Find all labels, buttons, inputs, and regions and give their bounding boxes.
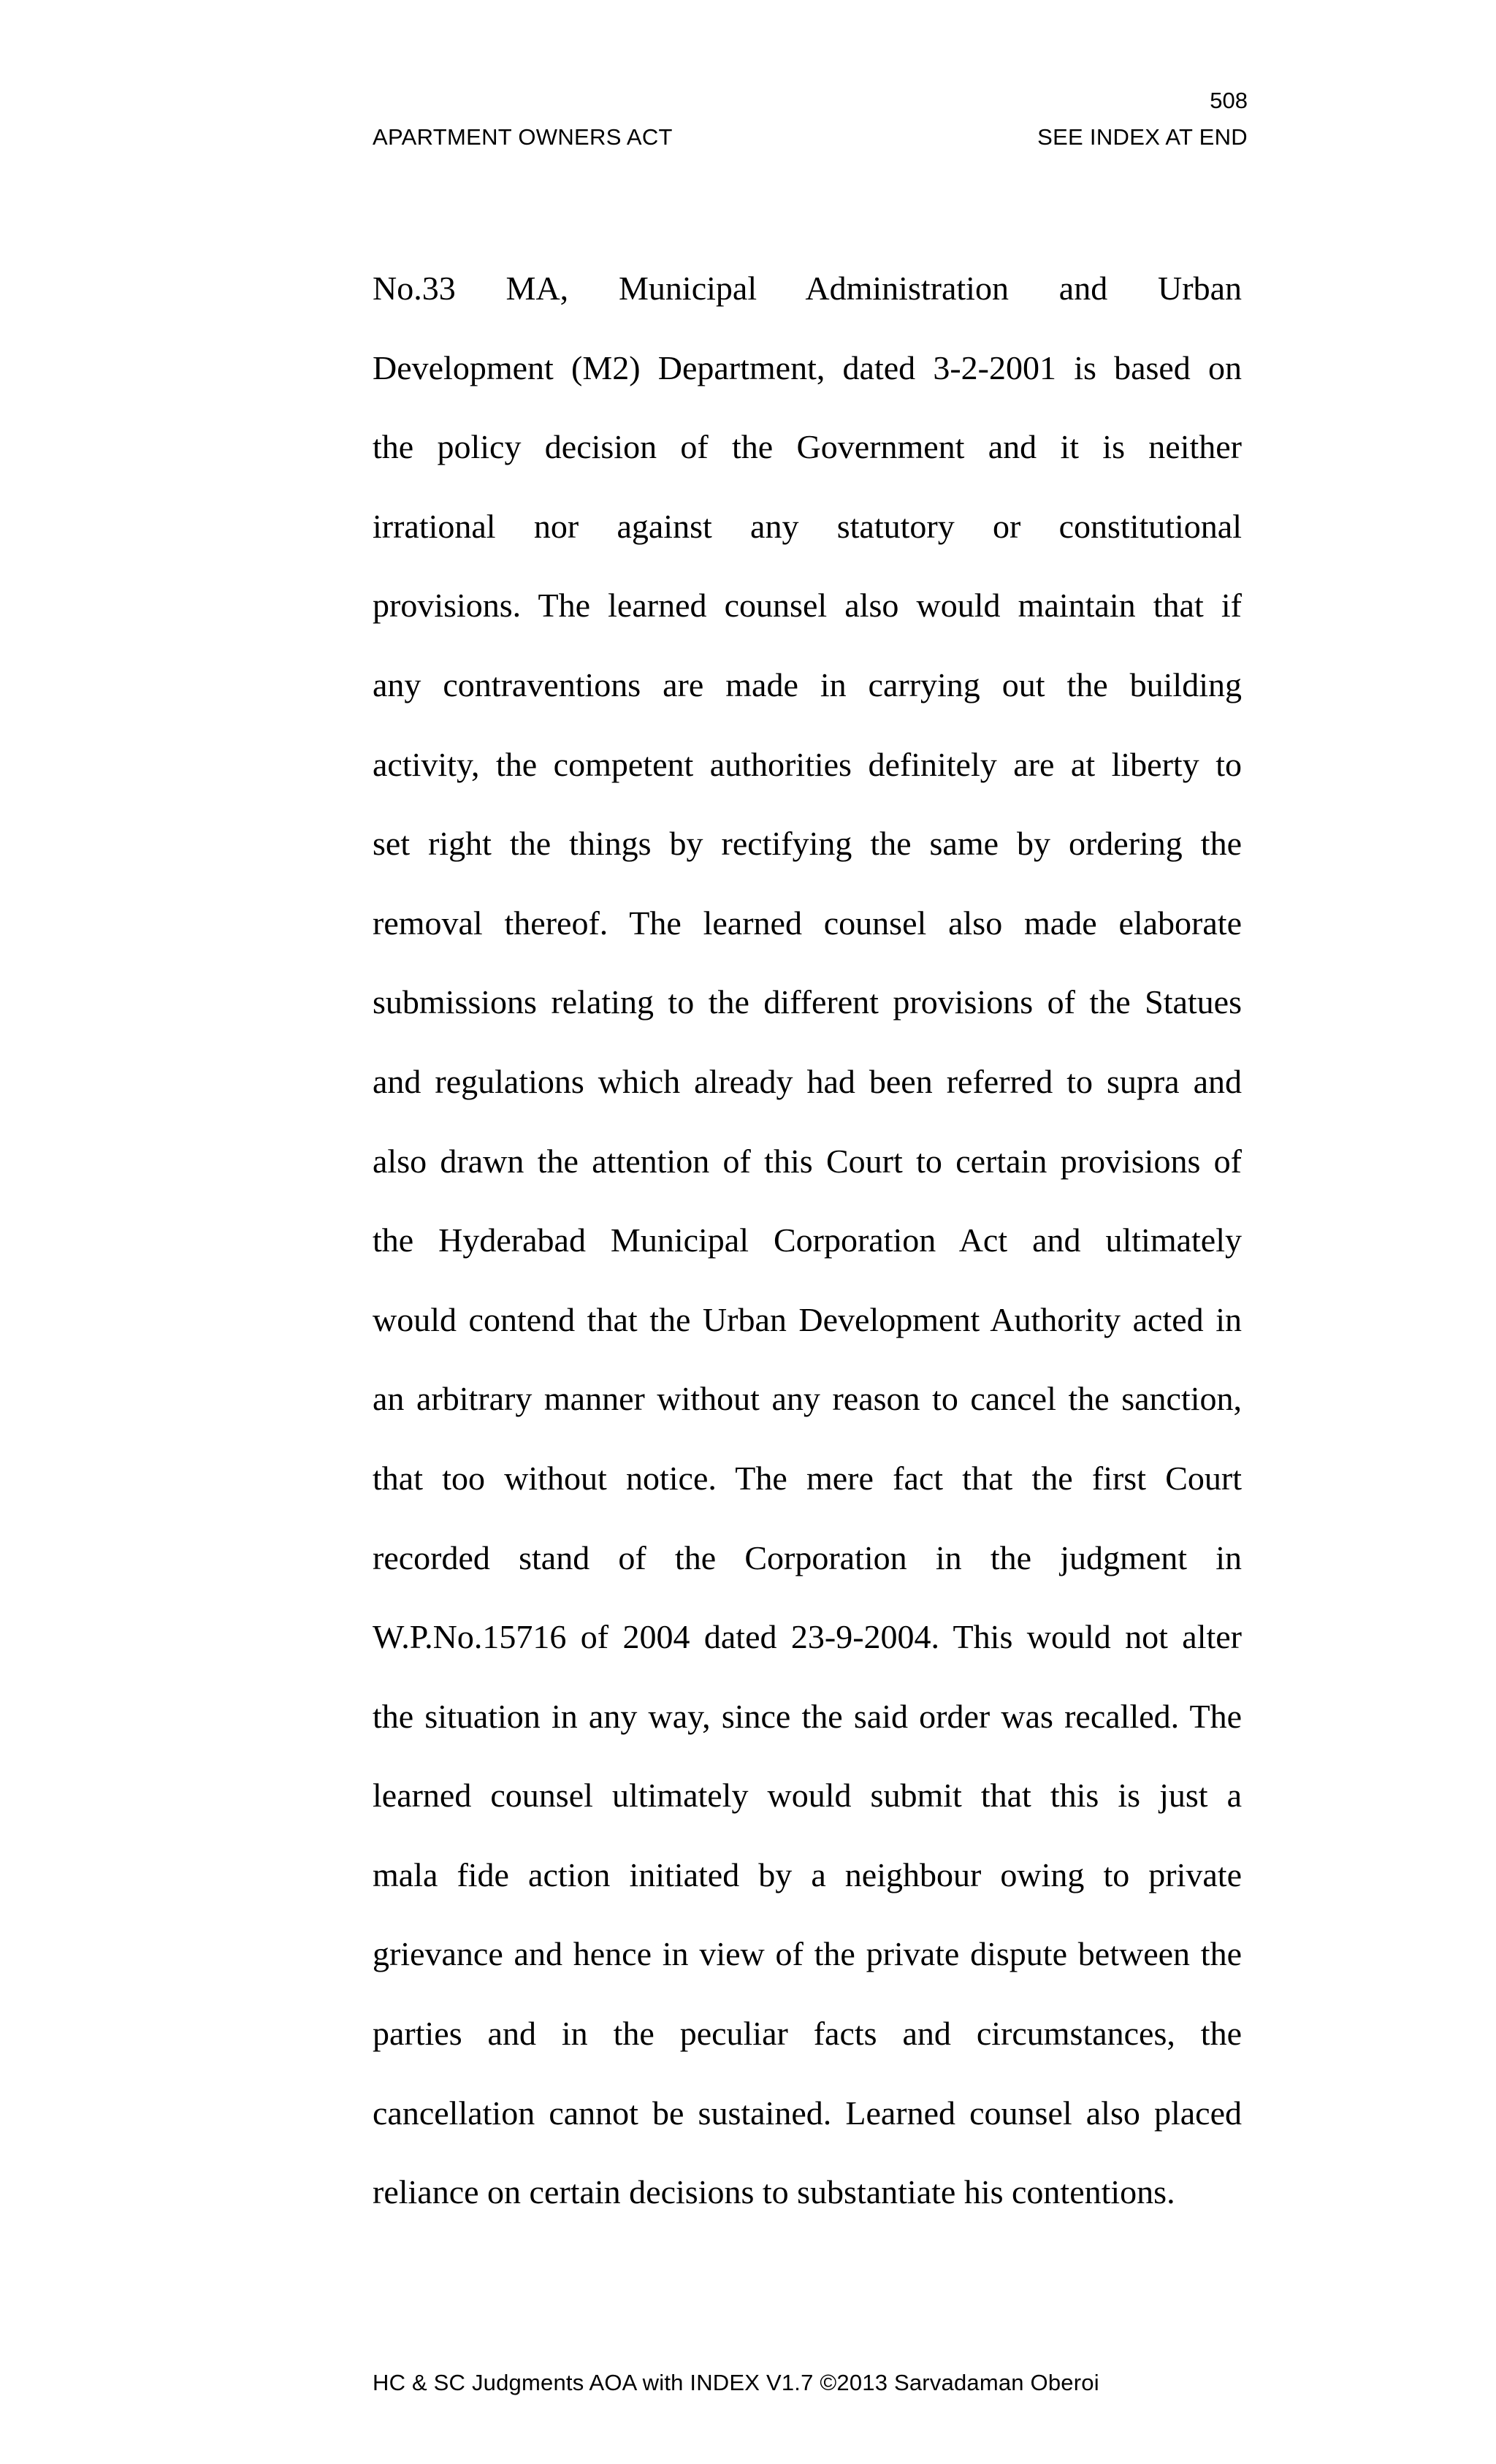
body-line: an arbitrary manner without any reason to cancel the sanction, (373, 1380, 1242, 1418)
body-line: Development (M2) Department, dated 3-2-2001 is based on (373, 348, 1242, 386)
body-line: irrational nor against any statutory or constitutional (373, 507, 1242, 545)
body-line: mala fide action initiated by a neighbour owing to private (373, 1855, 1242, 1893)
body-line: parties and in the peculiar facts and circumstances, the (373, 2015, 1242, 2053)
body-line: also drawn the attention of this Court to certain provisions of (373, 1142, 1242, 1180)
body-line: submissions relating to the different provisions of the Statues (373, 983, 1242, 1021)
body-line: that too without notice. The mere fact that the first Court (373, 1459, 1242, 1497)
body-line: would contend that the Urban Development Authority acted in (373, 1300, 1242, 1338)
body-line: provisions. The learned counsel also would maintain that if (373, 587, 1242, 625)
body-line: recorded stand of the Corporation in the judgment in (373, 1538, 1242, 1576)
body-line: No.33 MA, Municipal Administration and Urban (373, 270, 1242, 307)
body-line: grievance and hence in view of the private dispute between the (373, 1935, 1242, 1973)
body-line: removal thereof. The learned counsel also made elaborate (373, 904, 1242, 942)
body-line: and regulations which already had been referred to supra and (373, 1062, 1242, 1100)
body-line: any contraventions are made in carrying out the building (373, 665, 1242, 703)
body-line: the Hyderabad Municipal Corporation Act and ultimately (373, 1221, 1242, 1259)
body-line: W.P.No.15716 of 2004 dated 23-9-2004. This would not alter (373, 1618, 1242, 1656)
body-line: the situation in any way, since the said order was recalled. The (373, 1697, 1242, 1735)
body-line: the policy decision of the Government and it is neither (373, 428, 1242, 466)
running-header-left: APARTMENT OWNERS ACT (373, 124, 673, 150)
body-line: activity, the competent authorities definitely are at liberty to (373, 745, 1242, 783)
body-line: reliance on certain decisions to substantiate his contentions. (373, 2173, 1175, 2211)
body-line: learned counsel ultimately would submit that this is just a (373, 1777, 1242, 1815)
footer-credit: HC & SC Judgments AOA with INDEX V1.7 ©2013 Sarvadaman Oberoi (373, 2370, 1099, 2395)
body-line: cancellation cannot be sustained. Learned counsel also placed (373, 2094, 1242, 2132)
body-line: set right the things by rectifying the same by ordering the (373, 825, 1242, 863)
page-number: 508 (1210, 88, 1248, 113)
running-header-right: SEE INDEX AT END (1037, 124, 1248, 150)
body-text (373, 264, 1242, 2248)
